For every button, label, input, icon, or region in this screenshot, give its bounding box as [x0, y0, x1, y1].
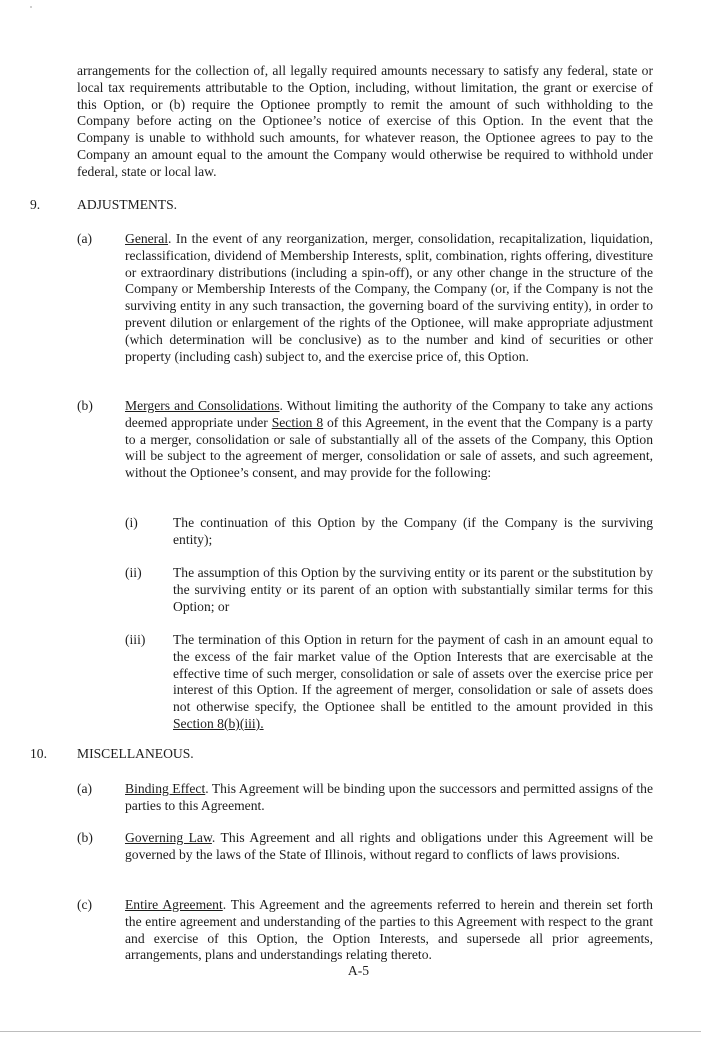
- section-9b-paragraph: [125, 398, 653, 482]
- page-bottom-rule: [0, 1031, 701, 1032]
- section-9a-heading: General: [125, 231, 169, 246]
- scan-speck: [30, 6, 32, 8]
- section-9b-label: (b): [77, 398, 93, 413]
- section-8-reference: Section 8: [271, 414, 324, 430]
- section-9b-text-1: . Without limiting the authority of the Company to take any actions deemed appropriate under: [125, 398, 653, 430]
- section-9-title: ADJUSTMENTS.: [77, 197, 178, 212]
- section-10a-text: . This Agreement will be binding upon the successors and permitted assigns of the parties to this Agreement.: [125, 781, 653, 813]
- section-10c-text: . This Agreement and the agreements referred to herein and therein set forth the entire agreement and understanding of the parties to this Agreement with respect to the grant and exercise of this Option, the Option Interests, and supersede all prior agreements, arrangements, plans and understandings relating thereto.: [125, 897, 653, 963]
- section-9a-paragraph: [125, 231, 653, 365]
- section-10b-heading: Governing Law: [125, 830, 212, 845]
- item-iii-text: The termination of this Option in return for the payment of cash in an amount equal to the excess of the fair market value of the Option Interests that are exercisable at the effective time of such merger, consolidation or sale of assets over the exercise price per interest of this Option. If the agreement of merger, consolidation or sale of assets does not otherwise specify, the Optionee shall be entitled to the amount provided in this: [173, 632, 653, 715]
- section-10b-text: . This Agreement and all rights and obligations under this Agreement will be governed by the laws of the State of Illinois, without regard to conflicts of laws provisions.: [125, 830, 653, 862]
- section-10b-paragraph: [125, 830, 653, 864]
- section-9a-label: (a): [77, 231, 93, 246]
- section-10-number: 10.: [30, 746, 47, 761]
- section-10a-paragraph: [125, 781, 653, 815]
- item-ii-text: The assumption of this Option by the surviving entity or its parent or the substitution by the surviving entity or its parent of an option with substantially similar terms for this Option; or: [173, 565, 653, 614]
- section-10b-label: (b): [77, 830, 93, 845]
- item-iii-label: (iii): [125, 632, 146, 647]
- item-i-text: The continuation of this Option by the Company (if the Company is the surviving entity);: [173, 515, 653, 547]
- section-9-number: 9.: [30, 197, 41, 212]
- item-i-label: (i): [125, 515, 138, 530]
- intro-paragraph: arrangements for the collection of, all legally required amounts necessary to satisfy any federal, state or local tax requirements attributable to the Option, including, without limitation, the grant or exercise of this Option, or (b) require the Optionee promptly to remit the amount of such withholding to the Company before acting on the Optionee’s notice of exercise of this Option. In the event that the Company is unable to withhold such amounts, for whatever reason, the Optionee agrees to pay to the Company an amount equal to the amount the Company would otherwise be required to withhold under federal, state or local law.: [77, 63, 653, 179]
- item-iii-paragraph: [173, 632, 653, 733]
- section-9a-text: . In the event of any reorganization, merger, consolidation, recapitalization, liquidation, reclassification, dividend of Membership Interests, split, combination, rights offering, divestiture or extraordinary distributions (including a spin-off), or any other change in the structure of the Company or Membership Interests of the Company, the Company (or, if the Company is not the surviving entity in any such transaction, the governing board of the surviving entity), in order to prevent dilution or enlargement of the rights of the Optionee, will make appropriate adjustment (which determination will be conclusive) as to the number and kind of securities or other property (including cash) subject to, and the exercise price of, this Option.: [125, 231, 653, 364]
- section-8biii-reference: Section 8(b)(iii).: [173, 715, 264, 731]
- section-10a-heading: Binding Effect: [125, 781, 206, 796]
- page-number: A-5: [347, 963, 370, 978]
- section-10c-heading: Entire Agreement: [125, 897, 223, 912]
- section-10a-label: (a): [77, 781, 93, 796]
- section-10-title: MISCELLANEOUS.: [77, 746, 194, 761]
- section-10c-paragraph: [125, 897, 653, 964]
- section-10c-label: (c): [77, 897, 93, 912]
- item-ii-label: (ii): [125, 565, 142, 580]
- section-9b-heading: Mergers and Consolidations: [125, 398, 280, 413]
- section-9b-text-2: of this Agreement, in the event that the Company is a party to a merger, consolidation or sale of substantially all of the assets of the Company, this Option will be subject to the agreement of merger, consolidation or sale of assets, and such agreement, without the Optionee’s consent, and may provide for the following:: [125, 414, 653, 481]
